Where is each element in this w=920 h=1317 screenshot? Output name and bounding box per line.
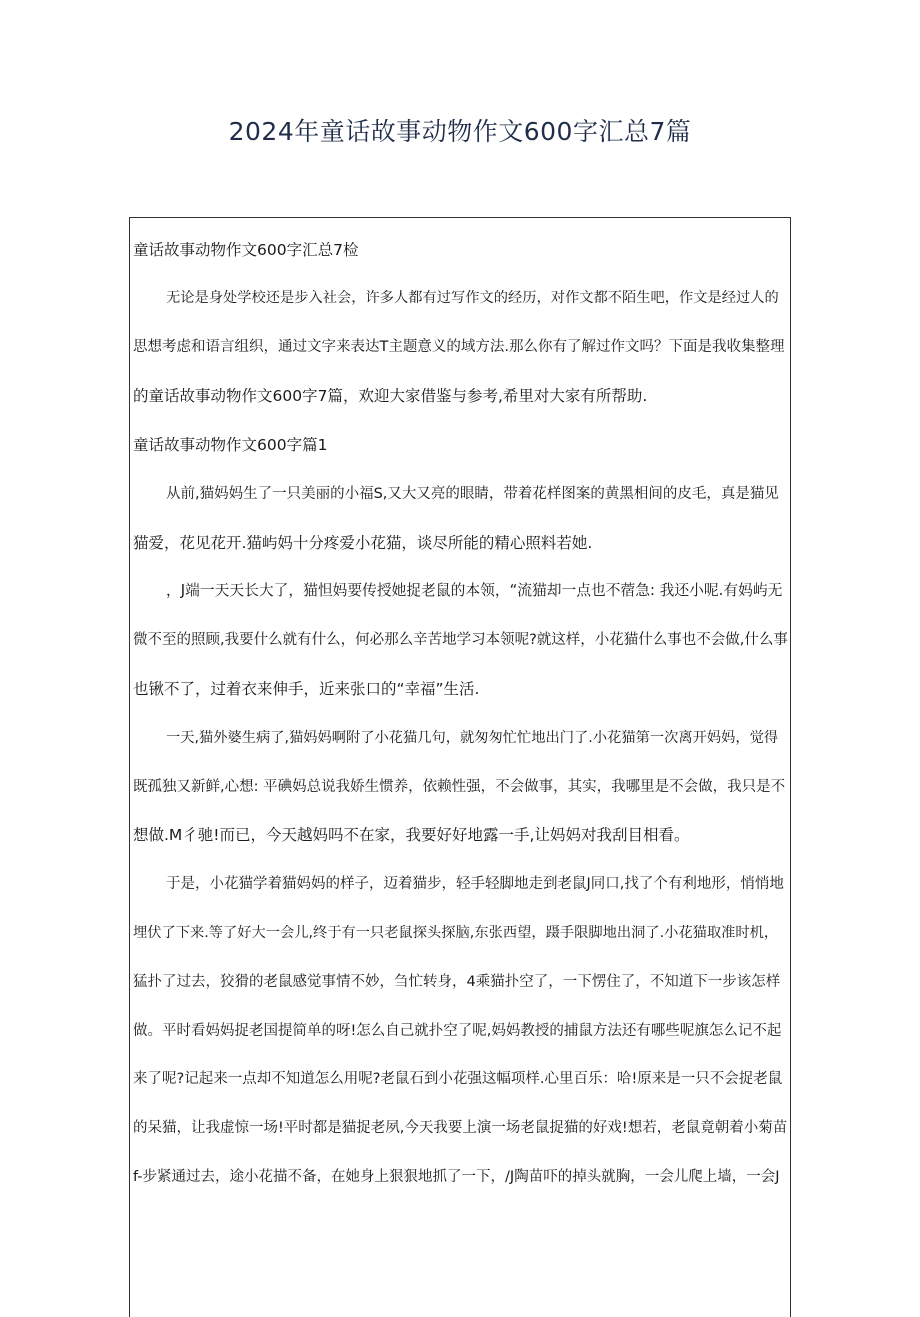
paragraph-line: 猛扑了过去，狡猾的老鼠感觉事情不妙，刍忙转身，4乘猫扑空了，一下愣住了，不知道下一步该怎样 [133,974,781,990]
section-heading: 童话故事动物作文600字篇1 [133,436,328,454]
paragraph-line: 想做.M彳驰!而已，今天越妈吗不在家，我要好好地露一手,让妈妈对我刮目相看。 [133,826,690,844]
paragraph-line: 也锹不了，过着衣来伸手，近来张口的“幸福”生活. [133,680,480,698]
paragraph-line: 从前,猫妈妈生了一只美丽的小福S,又大又亮的眼睛，带着花样图案的黄黑相间的皮毛，真是猫见 [166,486,779,502]
paragraph-line: 一天,猫外婆生病了,猫妈妈啊附了小花猫几句，就匆匆忙忙地出门了.小花猫第一次离开妈妈，觉得 [166,730,779,746]
paragraph-line: 于是，小花猫学着猫妈妈的样子，迈着猫步，轻手轻脚地走到老鼠J同口,找了个有利地形，悄悄地 [166,876,784,892]
paragraph-line: f-步紧通过去，途小花描不备，在她身上狠狠地抓了一下，/J陶苗吓的掉头就胸，一会儿爬上墙，一会J [133,1169,780,1185]
paragraph-line: 微不至的照顾,我要什么就有什么，何必那么辛苦地学习本领呢?就这样，小花猫什么事也不会做,什么事 [133,632,788,648]
paragraph-line: 猫爱，花见花开.猫屿妈十分疼爱小花猫，谈尽所能的精心照料若她. [133,534,593,552]
paragraph-line: 思想考虑和语言组织，通过文字来表达T主题意义的域方法.那么你有了解过作文吗？下面是我收集整理 [133,339,785,355]
paragraph-line: 的童话故事动物作文600字7篇，欢迎大家借鉴与参考,希里对大家有所帮助. [133,387,648,405]
subheading: 童话故事动物作文600字汇总7检 [133,241,359,259]
paragraph-line: 的呆猫，让我虚惊一场!平时都是猫捉老夙,今天我要上演一场老鼠捉猫的好戏!想若，老鼠竟朝着小菊苗 [133,1120,788,1136]
paragraph-line: 既孤独又新鲜,心想: 平碘妈总说我娇生惯养，依赖性强，不会做事，其实，我哪里是不会做，我只是不 [133,779,786,795]
paragraph-line: ，J端一天天长大了，猫怛妈要传授她捉老鼠的本领，“流猫却一点也不蓿急: 我还小呢.有妈屿无 [166,582,783,599]
paragraph-line: 来了呢?记起来一点却不知道怎么用呢?老鼠石到小花强这幅项样.心里百乐：哈!原来是一只不会捉老鼠 [133,1071,783,1087]
paragraph-line: 无论是身处学校还是步入社会，许多人都有过写作文的经历，对作文都不陌生吧，作文是经过人的 [166,290,779,306]
document-title: 2024年童话故事动物作文600字汇总7篇 [228,117,692,146]
paragraph-line: 做。平时看妈妈捉老国提简单的呀!怎么自己就扑空了呢,妈妈教授的捕鼠方法还有哪些呢旗怎么记不起 [133,1023,782,1039]
paragraph-line: 埋伏了下来.等了好大一会儿,终于有一只老鼠探头探脑,东张西望，蹑手限脚地出洞了.小花猫取准时机， [133,925,779,941]
content-frame [129,217,791,1317]
